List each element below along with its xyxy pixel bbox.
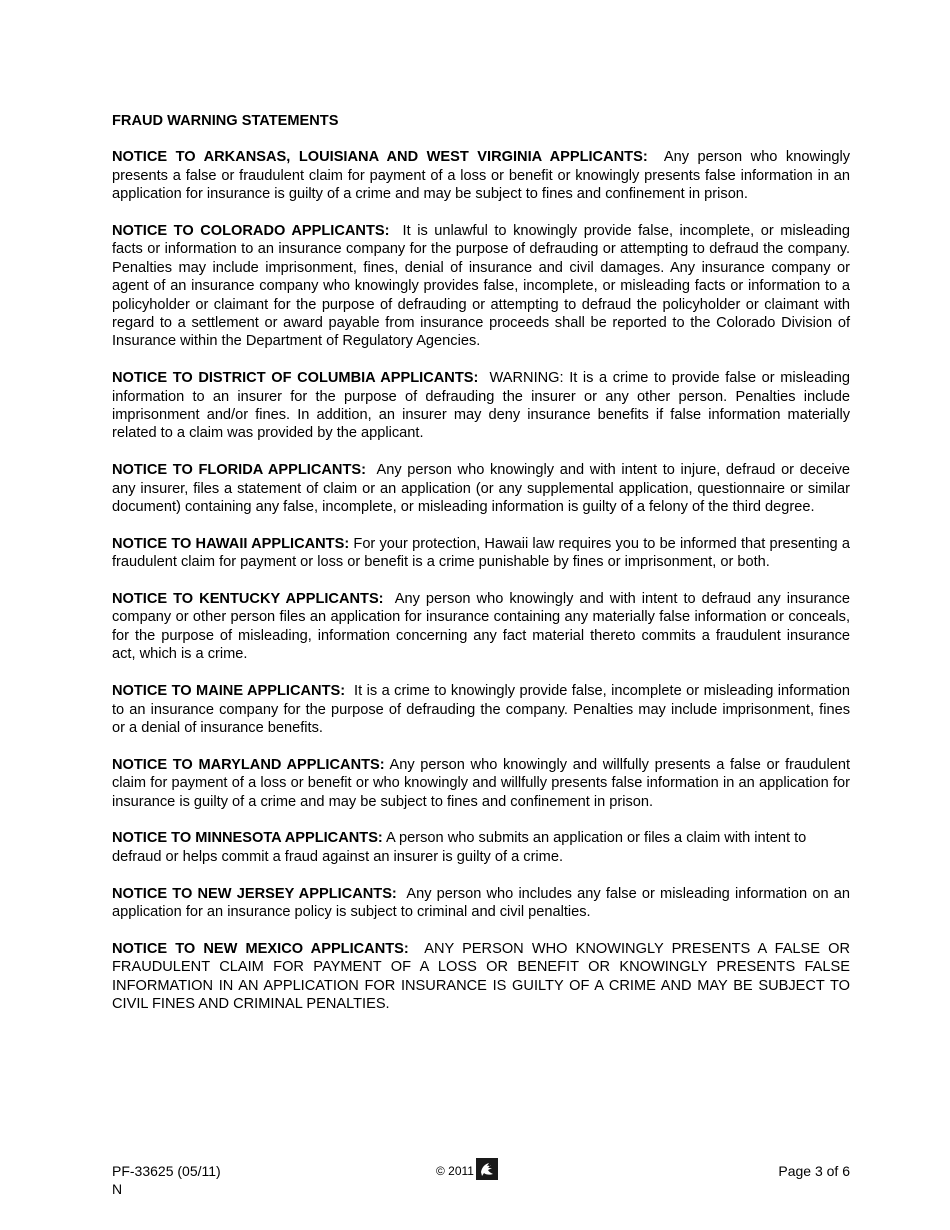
- copyright-notice: [436, 1162, 498, 1180]
- notice-minnesota: [112, 829, 850, 866]
- document-page: [112, 112, 850, 1032]
- notice-body: ANY PERSON WHO KNOWINGLY PRESENTS A FALSE OR FRAUDULENT CLAIM FOR PAYMENT OF A LOSS OR BENEFIT OR KNOWINGLY PRESENTS FALSE INFORMATION IN AN APPLICATION FOR INSURANCE IS GUILTY OF A CRIME AND MAY BE SUBJECT TO CIVIL FINES AND CRIMINAL PENALTIES.: [112, 940, 851, 1012]
- notice-district-of-columbia: [112, 369, 850, 443]
- notice-heading: NOTICE TO MINNESOTA APPLICANTS:: [112, 830, 383, 847]
- notice-body: WARNING: It is a crime to provide false or misleading information to an insurer for the purpose of defrauding the insurer or any other person. Penalties include imprisonment and/or fines. In addition, an insurer may deny insurance benefits if false information materially related to a claim was provided by the applicant.: [112, 370, 851, 442]
- notice-kentucky: [112, 590, 850, 664]
- notice-body: It is a crime to knowingly provide false, incomplete or misleading information to an insurance company for the purpose of defrauding the company. Penalties may include imprisonment, fines or a denial of insurance benefits.: [112, 683, 850, 736]
- form-code: N: [112, 1181, 123, 1197]
- notice-body: Any person who knowingly and with intent to defraud any insurance company or other person files an application for insurance containing any materially false information or conceals, for the purpose of misleading, information concerning any fact material thereto commits a fraudulent insurance act, which is a crime.: [112, 591, 850, 663]
- notice-heading: NOTICE TO HAWAII APPLICANTS:: [112, 535, 350, 552]
- notice-florida: [112, 461, 850, 516]
- notice-body: A person who submits an application or files a claim with intent to defraud or helps commit a fraud against an insurer is guilty of a crime.: [112, 830, 807, 865]
- notice-body: Any person who includes any false or misleading information on an application for an insurance policy is subject to criminal and civil penalties.: [112, 885, 850, 920]
- notice-heading: NOTICE TO MAINE APPLICANTS:: [112, 683, 346, 700]
- notice-new-mexico: [112, 940, 850, 1014]
- notice-heading: NOTICE TO KENTUCKY APPLICANTS:: [112, 591, 384, 608]
- chubb-logo-icon: [476, 1158, 498, 1180]
- notice-heading: NOTICE TO DISTRICT OF COLUMBIA APPLICANTS:: [112, 370, 479, 387]
- notice-heading: NOTICE TO NEW JERSEY APPLICANTS:: [112, 885, 397, 902]
- notice-body: For your protection, Hawaii law requires you to be informed that presenting a fraudulent claim for payment or loss or benefit is a crime punishable by fines or imprisonment, or both.: [112, 535, 850, 571]
- document-title: FRAUD WARNING STATEMENTS: [112, 113, 339, 129]
- form-number: PF-33625 (05/11): [112, 1163, 221, 1179]
- notice-heading: NOTICE TO NEW MEXICO APPLICANTS:: [112, 940, 409, 957]
- notice-heading: NOTICE TO MARYLAND APPLICANTS:: [112, 756, 385, 773]
- notice-arkansas-louisiana-west-virginia: [112, 148, 850, 203]
- notice-heading: NOTICE TO COLORADO APPLICANTS:: [112, 223, 390, 240]
- notice-body: It is unlawful to knowingly provide false, incomplete, or misleading facts or information to an insurance company for the purpose of defrauding or attempting to defraud the company. Penalties may include imprisonment, fines, denial of insurance and civil damages. Any insurance company or agent of an insurance company who knowingly provides false, incomplete, or misleading facts or information to a policyholder or claimant for the purpose of defrauding or attempting to defraud the policyholder or claimant with regard to a settlement or award payable from insurance proceeds shall be reported to the Colorado Division of Insurance within the Department of Regulatory Agencies.: [112, 223, 850, 350]
- notice-new-jersey: [112, 885, 850, 922]
- notice-colorado: [112, 222, 850, 351]
- copyright-text: © 2011: [436, 1164, 474, 1178]
- notice-body: Any person who knowingly and willfully presents a false or fraudulent claim for payment of a loss or benefit or who knowingly and willfully presents false information in an application for insurance is guilty of a crime and may be subject to fines and confinement in prison.: [112, 756, 851, 810]
- notice-body: Any person who knowingly and with intent to injure, defraud or deceive any insurer, files a statement of claim or an application (or any supplemental application, questionnaire or similar document) containing any false, incomplete, or misleading information is guilty of a felony of the third degree.: [112, 462, 850, 516]
- page-number: Page 3 of 6: [778, 1163, 850, 1179]
- notice-body: Any person who knowingly presents a false or fraudulent claim for payment of a loss or benefit or knowingly presents false information in an application for insurance is guilty of a crime and may be subject to fines and confinement in prison.: [112, 149, 851, 203]
- notice-heading: NOTICE TO FLORIDA APPLICANTS:: [112, 462, 366, 479]
- page-footer: [112, 1160, 850, 1200]
- notice-maine: [112, 682, 850, 737]
- notice-hawaii: [112, 535, 850, 572]
- notice-maryland: [112, 756, 850, 811]
- notice-heading: NOTICE TO ARKANSAS, LOUISIANA AND WEST VIRGINIA APPLICANTS:: [112, 149, 648, 166]
